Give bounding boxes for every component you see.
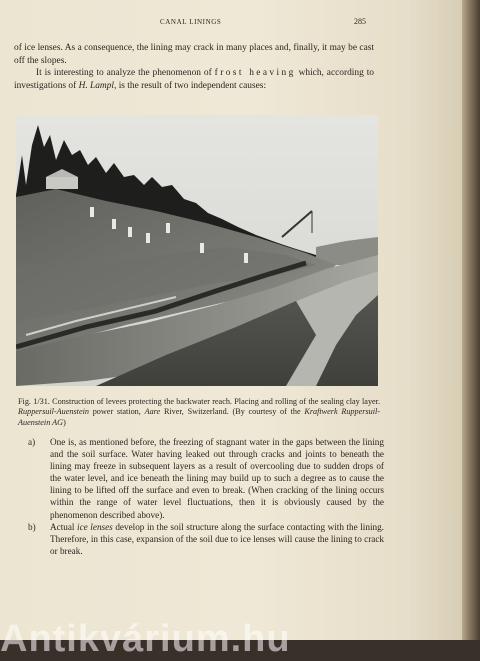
author-name: H. Lampl [78,80,114,91]
intro-text-mid: which, according to investigations of [14,68,374,91]
cause-list [28,436,384,557]
item-text-end: develop in the soil structure along the surface contacting with the lining. Therefore, in this case, expansion of the soil due to ice lenses will cause the lining to crack or break. [50,521,384,556]
caption-label: Fig. 1/31. [18,397,50,406]
list-item [28,521,384,557]
intro-text-end: , is the result of two independent causes: [114,80,267,91]
caption-credit: Kraftwerk Ruppersuil-Auenstein AG [18,407,380,427]
item-text-italic: ice lenses [77,521,113,532]
caption-body: Construction of levees protecting the backwater reach. Placing and rolling of the sealing clay layer. [49,397,380,406]
caption-close: ) [63,417,66,427]
intro-text-start: It is interesting to analyze the phenomenon of [36,68,215,79]
item-label: b) [28,521,36,532]
page-number: 285 [354,17,366,26]
frost-heaving-term: frost heaving [214,68,296,79]
item-text [50,521,384,557]
figure-caption [18,397,380,428]
book-gutter-edge [462,0,480,640]
intro-line-2 [14,67,374,92]
caption-mid: power station, [88,407,145,417]
running-head: CANAL LININGS [160,18,222,26]
levee-construction-photo [16,115,378,386]
caption-text [18,397,380,428]
item-label: a) [28,437,36,447]
watermark: Antikvárium.hu [0,618,291,660]
list-item [28,436,384,521]
intro-paragraph [14,42,374,92]
caption-river: Aare [144,407,161,417]
caption-station: Ruppersuil-Auenstein [18,407,89,417]
caption-end: River, Switzerland. (By courtesy of the [160,407,305,417]
item-text: One is, as mentioned before, the freezing of stagnant water in the gaps between the lining and the soil surface. Water having leaked out through cracks and joints to beneath the lining may freeze in subsequent layers as a result of overcooling due to sudden drops of the water level, and ice beneath the lining may build up to such a degree as to cause the lining to be lifted off the surface and even to break. (When cracking of the lining occurs within the range of water level fluctuations, then it is obviously caused by the phenomenon described above). [50,437,384,520]
intro-line-1: of ice lenses. As a consequence, the lining may crack in many places and, finally, it may be cast off the slopes. [14,43,374,66]
building-wall [46,177,78,189]
item-text-start: Actual [50,521,78,532]
